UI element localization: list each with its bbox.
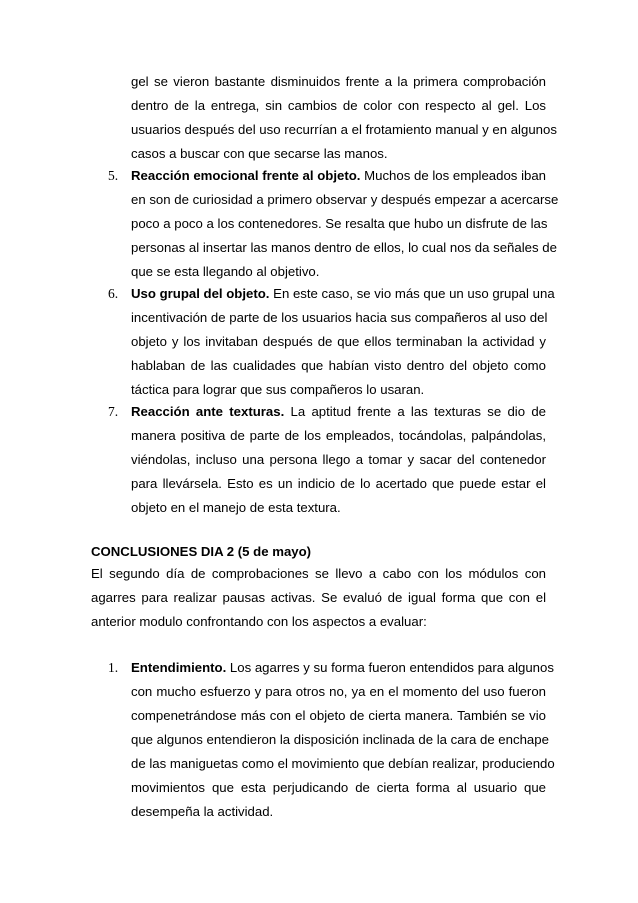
list-item-line: de las maniguetas como el movimiento que debían realizar, produciendo bbox=[131, 756, 555, 771]
list-item-first-line bbox=[131, 286, 555, 302]
list-item-text: Los agarres y su forma fueron entendidos para algunos bbox=[226, 660, 554, 675]
intro-line: usuarios después del uso recurrían a el frotamiento manual y en algunos bbox=[131, 122, 557, 137]
list-item-line: desempeña la actividad. bbox=[131, 804, 274, 819]
intro-line: casos a buscar con que secarse las manos. bbox=[131, 146, 388, 161]
list-item-title: Entendimiento. bbox=[131, 660, 227, 675]
list-item-first-line bbox=[131, 660, 554, 676]
list-item-line: poco a poco a los contenedores. Se resalta que hubo un disfrute de las bbox=[131, 216, 548, 231]
paragraph-line: agarres para realizar pausas activas. Se evaluó de igual forma que con el bbox=[91, 590, 546, 605]
list-number: 5. bbox=[108, 168, 119, 183]
list-item-title: Uso grupal del objeto. bbox=[131, 286, 270, 301]
list-item-line: personas al insertar las manos dentro de ellos, lo cual nos da señales de bbox=[131, 240, 557, 255]
list-item-line: objeto y los invitaban después de que ellos terminaban la actividad y bbox=[131, 334, 546, 349]
paragraph-line: anterior modulo confrontando con los aspectos a evaluar: bbox=[91, 614, 427, 629]
list-item-text: En este caso, se vio más que un uso grupal una bbox=[269, 286, 555, 301]
intro-line: dentro de la entrega, sin cambios de color con respecto al gel. Los bbox=[131, 98, 546, 113]
list-item-line: táctica para lograr que sus compañeros lo usaran. bbox=[131, 382, 425, 397]
list-number: 7. bbox=[108, 404, 119, 419]
list-item-title: Reacción emocional frente al objeto. bbox=[131, 168, 361, 183]
list-item-text: Muchos de los empleados iban bbox=[360, 168, 547, 183]
list-item-first-line bbox=[131, 168, 546, 184]
list-number: 1. bbox=[108, 660, 119, 675]
list-item-line: objeto en el manejo de esta textura. bbox=[131, 500, 341, 515]
list-item-text: La aptitud frente a las texturas se dio de bbox=[284, 404, 546, 419]
paragraph-line: El segundo día de comprobaciones se llevo a cabo con los módulos con bbox=[91, 566, 546, 581]
list-number: 6. bbox=[108, 286, 119, 301]
section-heading: CONCLUSIONES DIA 2 (5 de mayo) bbox=[91, 544, 312, 559]
list-item-line: compenetrándose más con el objeto de cierta manera. También se vio bbox=[131, 708, 546, 723]
list-item-line: en son de curiosidad a primero observar y después empezar a acercarse bbox=[131, 192, 559, 207]
list-item-line: movimientos que esta perjudicando de cierta forma al usuario que bbox=[131, 780, 546, 795]
list-item-line: manera positiva de parte de los empleados, tocándolas, palpándolas, bbox=[131, 428, 546, 443]
list-item-line: con mucho esfuerzo y para otros no, ya en el momento del uso fueron bbox=[131, 684, 546, 699]
list-item-line: que algunos entendieron la disposición inclinada de la cara de enchape bbox=[131, 732, 549, 747]
list-item-line: viéndolas, incluso una persona llego a tomar y sacar del contenedor bbox=[131, 452, 546, 467]
list-item-line: hablaban de las cualidades que habían visto dentro del objeto como bbox=[131, 358, 546, 373]
list-item-title: Reacción ante texturas. bbox=[131, 404, 285, 419]
intro-line: gel se vieron bastante disminuidos frente a la primera comprobación bbox=[131, 74, 546, 89]
list-item-line: para llevársela. Esto es un indicio de lo acertado que puede estar el bbox=[131, 476, 546, 491]
list-item-first-line bbox=[131, 404, 546, 420]
list-item-line: que se esta llegando al objetivo. bbox=[131, 264, 320, 279]
list-item-line: incentivación de parte de los usuarios hacia sus compañeros al uso del bbox=[131, 310, 548, 325]
